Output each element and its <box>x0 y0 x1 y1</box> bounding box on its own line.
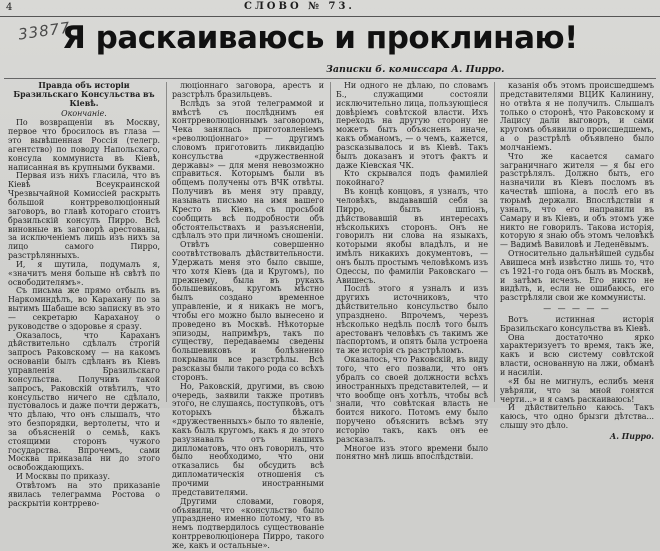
column-separator <box>330 82 331 402</box>
author-signature: А. Пирро. <box>609 431 654 441</box>
paragraph: Она достаточно ярко характеризуетъ то время, такъ же, какъ и всю систему совѣтской власти, основанную на лжи, обманѣ и насиліи. <box>500 332 654 377</box>
paragraph: Съ письма же прямо отбыль въ Наркоминдѣлъ, во Карахану по за вытимъ Шабаше всю записку въ это — секретарю Караханоу о руководстве о здоровье я сразу. <box>8 286 160 331</box>
paragraph: Ни одного не дѣлаю, по словамъ Б., служащими состояли исключительно лица, пользующіеся довѣріемъ совѣтской власти. Ихъ переходъ на другую сторону не можетъ быть объясненъ иначе, какъ обманомъ, — о чемъ, кажется, разсказывалось и въ Кіевѣ. Такъ былъ доказанъ и этотъ фактъ и даже Кіевская ЧК. <box>336 81 488 170</box>
paragraph: Оказалось, что Караханъ дѣйствительно сдѣлалъ строгій запросъ Раковскому — на какомъ основаніи былъ сдѣланъ въ Кіевъ управленія Бразильскаго консульства. Получивъ такой запросъ, Раковскій отвѣтилъ, что консульство ничего не сдѣлало, пустовалось и даже почти держатъ, что дѣлаю, что онъ слышалъ, что это безпорядки, вертолеты, что и за объясненій о семьѣ, какъ стоящими сторонъ чужого государства. Впрочемъ, сами Москва приказала ни до этого освобождающихъ. <box>8 330 160 473</box>
paragraph: Оказалось, что Раковскій, въ виду того, что его позвали, что онъ убралъ со своей должности всѣхъ иностранныхъ представителей, — и что вообще онъ хотѣлъ, чтобы всѣ знали, что совѣтская власть не боится никого. Потомъ ему было поручено объяснить всѣмъ эту исторію такъ, какъ онъ ее разсказалъ. <box>336 355 488 444</box>
paragraph: «Я бы не мигнулъ, еслибъ меня увѣряли, что за мной гонятся черти...» и я самъ раскаиваюсь! <box>500 376 654 404</box>
paragraph: Вслѣдъ за этой телеграммой и вмѣстѣ съ послѣднимъ ея контрреволюціоннымъ заговоромъ, Чека занялась приготовленіемъ «революціоннаго» — другимъ словомъ приготовить ликвидацію консульства «дружественной державы» — для меня невозможно справиться. Которымъ были въ общемъ получены отъ ВЧК отвѣты. Получивъ въ меня эту правду, называть письмо на имя вашего Кресто въ Кіевъ, съ просьбой сообщить всѣ подробности объ обстоятельствахъ и разъясненіи, сдѣлалъ это при личномъ сношеніи. <box>172 98 324 241</box>
paragraph: Отвѣтъ совершенно соотвѣтствовалъ дѣйствительности. Удержать меня это было свыше, что хотя Кіевъ (да и Кругомъ), по прежнему, была въ рукахъ большевиковъ, кругомъ мѣстно былъ создано временное управленіе, и я никакъ не могъ, чтобы его можно было вынесено и проведено въ Москвѣ. Нѣкоторые эпизоды, напримѣръ, такъ по существу, передаваемы сведены большевиковъ и болѣзненно покрывали все разстрѣлы. Всѣ разсказы были такого рода со всѣхъ сторонъ. <box>172 240 324 382</box>
paper-name: СЛОВО № 73. <box>244 1 355 12</box>
article-headline: Я раскаиваюсь и проклинаю! <box>62 20 578 56</box>
paragraph: И, я шутила, подумалъ я, «значитъ меня больше нѣ свѣтѣ по освободителямъ». <box>8 259 160 287</box>
paragraph: Вотъ истинная исторія Бразильскаго консульства въ Кіевѣ. <box>500 314 654 333</box>
section-ending-label: Окончаніе. <box>61 108 107 118</box>
section-divider: — — — — — <box>543 304 611 314</box>
paragraph: По возвращеніи въ Москву, первое что бросилось въ глаза — это вывѣшенная Россія (телегр. агентство) по поводу Напольскаго, консула коммуниста въ Кіевѣ, написанная въ крупными буквами. <box>8 118 160 172</box>
paragraph: казанія объ этомъ происшедшемъ представителями ВЦИК Калинину, но отвѣта я не получилъ. Слышалъ только о сторонѣ, что Раковскому и Лацису дали выговоръ, и сами кругомъ объявили о происшедшемъ, а о разстрѣлѣ объявлено было молчаніемъ. <box>500 81 654 152</box>
paragraph: И дѣйствительно каюсь. Такъ каюсь, что одно брызги дѣтства... слышу это дѣло. <box>500 403 654 431</box>
paragraph: Первая изъ нихъ гласила, что въ Кіевѣ Всеукраинской Чрезвычайной Комиссіей раскрыть большой контрреволюціонный заговоръ, во главѣ котораго стоитъ бразильскій консулъ Пирро. Всѣ виновные въ заговорѣ арестованы, за исключеніемъ лишь изъ нихъ за лицо самого Пирро, разстрѣлянныхъ. <box>8 171 160 261</box>
paragraph: люціоннаго заговора, арестъ и разстрѣлъ бразильцевъ. <box>172 81 324 99</box>
section-subhead: Правда объ исторіи Бразильскаго Консульства въ Кіевѣ. <box>13 81 155 108</box>
column-separator <box>166 82 167 402</box>
text-column-2 <box>172 81 324 550</box>
headline-rule <box>4 78 656 79</box>
text-column-3 <box>336 81 488 462</box>
archive-handwritten-number: 33877 <box>17 18 72 44</box>
text-column-1 <box>8 81 160 508</box>
paragraph: Въ концѣ концовъ, я узналъ, что человѣкъ, выдававшій себя за Пирро, былъ шпіонъ, дѣйствовавшій въ интересахъ нѣсколькихъ сторонъ. Онъ не говорилъ ни слова на языкахъ, которыми якобы владѣлъ, и не имѣлъ никакихъ документовъ, — онъ былъ простымъ человѣкомъ изъ Одессы, по фамиліи Раковскаго — Авишесъ. <box>336 187 488 285</box>
paragraph: Кто скрывался подъ фамиліей покойнаго? <box>336 169 488 188</box>
page-number: 4 <box>6 2 14 13</box>
column-separator <box>494 82 495 402</box>
paragraph: Другими словами, говоря, объявили, что «консульство было упразднено именно потому, что въ немъ подтвердилось существованіе контрреволюціонера Пирро, такого же, какъ и остальные». <box>172 496 324 550</box>
paragraph: Послѣ этого я узналъ и изъ другихъ источниковъ, что дѣйствительно консульство было упразднено. Впрочемъ, черезъ нѣсколько недѣль послѣ того былъ арестованъ человѣкъ съ такимъ же паспортомъ, и опять была устроена та же исторія съ разстрѣломъ. <box>336 284 488 356</box>
paragraph: И Москвы по приказу. <box>16 472 110 482</box>
paragraph: Что же касается самаго заграничнаго жителя — я бы его разстрѣлялъ. Должно быть, его назначили въ Кіевъ посломъ въ качествѣ шпіона, а послѣ его въ тюрьмѣ держали. Впослѣдствіи я узналъ, что его направили въ Самару и въ Кіевъ, и объ этомъ уже никто не говорилъ. Такова исторія, которую я знаю объ этомъ человѣкѣ — Вадимѣ Вавиловѣ и Леденёвымъ. <box>500 151 654 250</box>
paragraph: Многое изъ этого времени было понятно мнѣ лишь впослѣдствіи. <box>336 443 488 462</box>
newspaper-header <box>0 0 660 17</box>
text-column-4 <box>500 81 655 441</box>
article-byline: Записки б. комиссара А. Пирро. <box>326 64 505 75</box>
paragraph: Но, Раковскій, другими, въ свою очередь, заявили также противъ этого, не слушаясь, поступковъ, отъ которыхъ бѣжалъ «дружественныхъ» было то явленіе, какъ былъ кругомъ, какъ я до этого разузнавалъ отъ нашихъ дипломатовъ, что онъ говорилъ, что было необходимо, что они отказались бы обсудить всѣ дипломатическія отношенія съ прочими иностранными представителями. <box>172 381 324 497</box>
paragraph: Отвѣтомъ на это приказаніе явилась телеграмма Ростова о раскрытіи контррево- <box>8 480 160 508</box>
paragraph: Относительно дальнѣйшей судьбы Авишеса мнѣ извѣстно лишь то, что съ 1921-го года онъ былъ въ Москвѣ, и затѣмъ исчезъ. Его никто не видѣлъ, и, если не ошибаюсь, его разстрѣляли свои же коммунисты. <box>500 249 655 303</box>
